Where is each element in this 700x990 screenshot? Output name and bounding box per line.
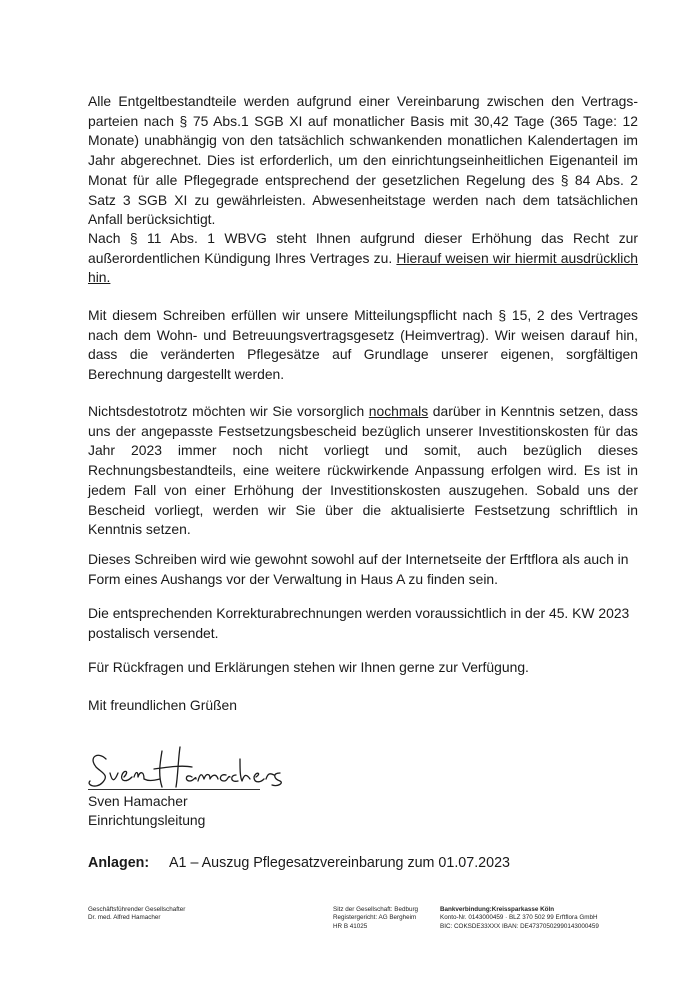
footer-registration xyxy=(333,906,418,931)
paragraph-billing-basis: Alle Entgeltbestandteile werden aufgrund einer Vereinbarung zwischen den Vertragsparteien nach § 75 Abs.1 SGB XI auf monatlicher Basis mit 30,42 Tage (365 Tage: 12 Monate) unabhängig von den tatsächlich schwankenden monatlichen Kalendertagen im Jahr abgerechnet. Dies ist erforderlich, um den einrichtungseinheitlichen Eigenanteil im Monat für alle Pflegegrade entsprechend der gesetzlichen Regelung des § 84 Abs. 2 Satz 3 SGB XI zu gewährleisten. Abwesenheitstage werden nach dem tatsächlichen Anfall berücksichtigt. xyxy=(88,93,638,228)
paragraph-notification-duty: Mit diesem Schreiben erfüllen wir unsere Mitteilungspflicht nach § 15, 2 des Vertrages nach dem Wohn- und Betreuungsvertragsgesetz (Heimvertrag). Wir weisen darauf hin, dass die veränderten Pflegesätze auf Grundlage unserer eigenen, sorgfältigen Berechnung dargestellt werden. xyxy=(88,307,638,383)
footer-line: BIC: COKSDE33XXX IBAN: DE47370502990143000459 xyxy=(440,922,599,930)
attachments-label: Anlagen: xyxy=(88,855,150,871)
handwritten-signature xyxy=(88,737,288,793)
paragraph-investment-costs xyxy=(88,402,638,540)
footer-line: Konto-Nr. 0143000459 · BLZ 370 502 99 Erftflora GmbH xyxy=(440,914,598,922)
termination-text: Nach § 11 Abs. 1 WBVG steht Ihnen aufgrund dieser Erhöhung das Recht zur außerordentlichen Kündigung Ihres Vertrages zu. xyxy=(88,230,638,266)
nochmals-underlined: nochmals xyxy=(368,403,429,419)
footer-line: HR B 41025 xyxy=(333,922,368,930)
paragraph-publication: Dieses Schreiben wird wie gewohnt sowohl auf der Internetseite der Erftflora als auch in Form eines Aushangs vor der Verwaltung in Haus A zu finden sein. xyxy=(88,551,629,587)
footer-line: Registergericht: AG Bergheim xyxy=(333,914,417,922)
closing-greeting: Mit freundlichen Grüßen xyxy=(88,697,238,713)
footer-managing-partner xyxy=(88,906,185,923)
paragraph-questions: Für Rückfragen und Erklärungen stehen wir Ihnen gerne zur Verfügung. xyxy=(88,659,529,675)
footer-line: Geschäftsführender Gesellschafter xyxy=(88,906,186,913)
termination-notice-underlined: Hierauf weisen wir hiermit ausdrücklich hin. xyxy=(88,249,638,286)
signer-name: Sven Hamacher xyxy=(88,793,188,809)
investment-text-start: Nichtsdestotrotz möchten wir Sie vorsorglich xyxy=(88,403,369,419)
footer-line: Dr. med. Alfred Hamacher xyxy=(88,914,161,922)
signer-role: Einrichtungsleitung xyxy=(88,812,206,828)
footer-line: Sitz der Gesellschaft: Bedburg xyxy=(333,906,419,913)
footer-bank-details xyxy=(440,906,599,931)
investment-text-rest: darüber in Kenntnis setzen, dass uns der angepasste Festsetzungsbescheid bezüglich unserer Investitionskosten für das Jahr 2023 immer noch nicht vorliegt und somit, auch bezüglich dieses Rechnungsbestandteils, eine weitere rückwirkende Anpassung erfolgen wird. Es ist in jedem Fall von einer Erhöhung der Investitionskosten auszugehen. Sobald uns der Bescheid vorliegt, werden wir Sie über die aktualisierte Festsetzung schriftlich in Kenntnis setzen. xyxy=(88,403,638,538)
attachment-item: A1 – Auszug Pflegesatzvereinbarung zum 01.07.2023 xyxy=(169,855,510,871)
paragraph-correction-invoices: Die entsprechenden Korrekturabrechnungen werden voraussichtlich in der 45. KW 2023 postalisch versendet. xyxy=(88,605,630,641)
footer-bank-title: Bankverbindung:Kreissparkasse Köln xyxy=(440,906,555,913)
paragraph-termination-right xyxy=(88,229,638,288)
attachments-line xyxy=(88,853,510,873)
signature-line xyxy=(88,789,260,790)
